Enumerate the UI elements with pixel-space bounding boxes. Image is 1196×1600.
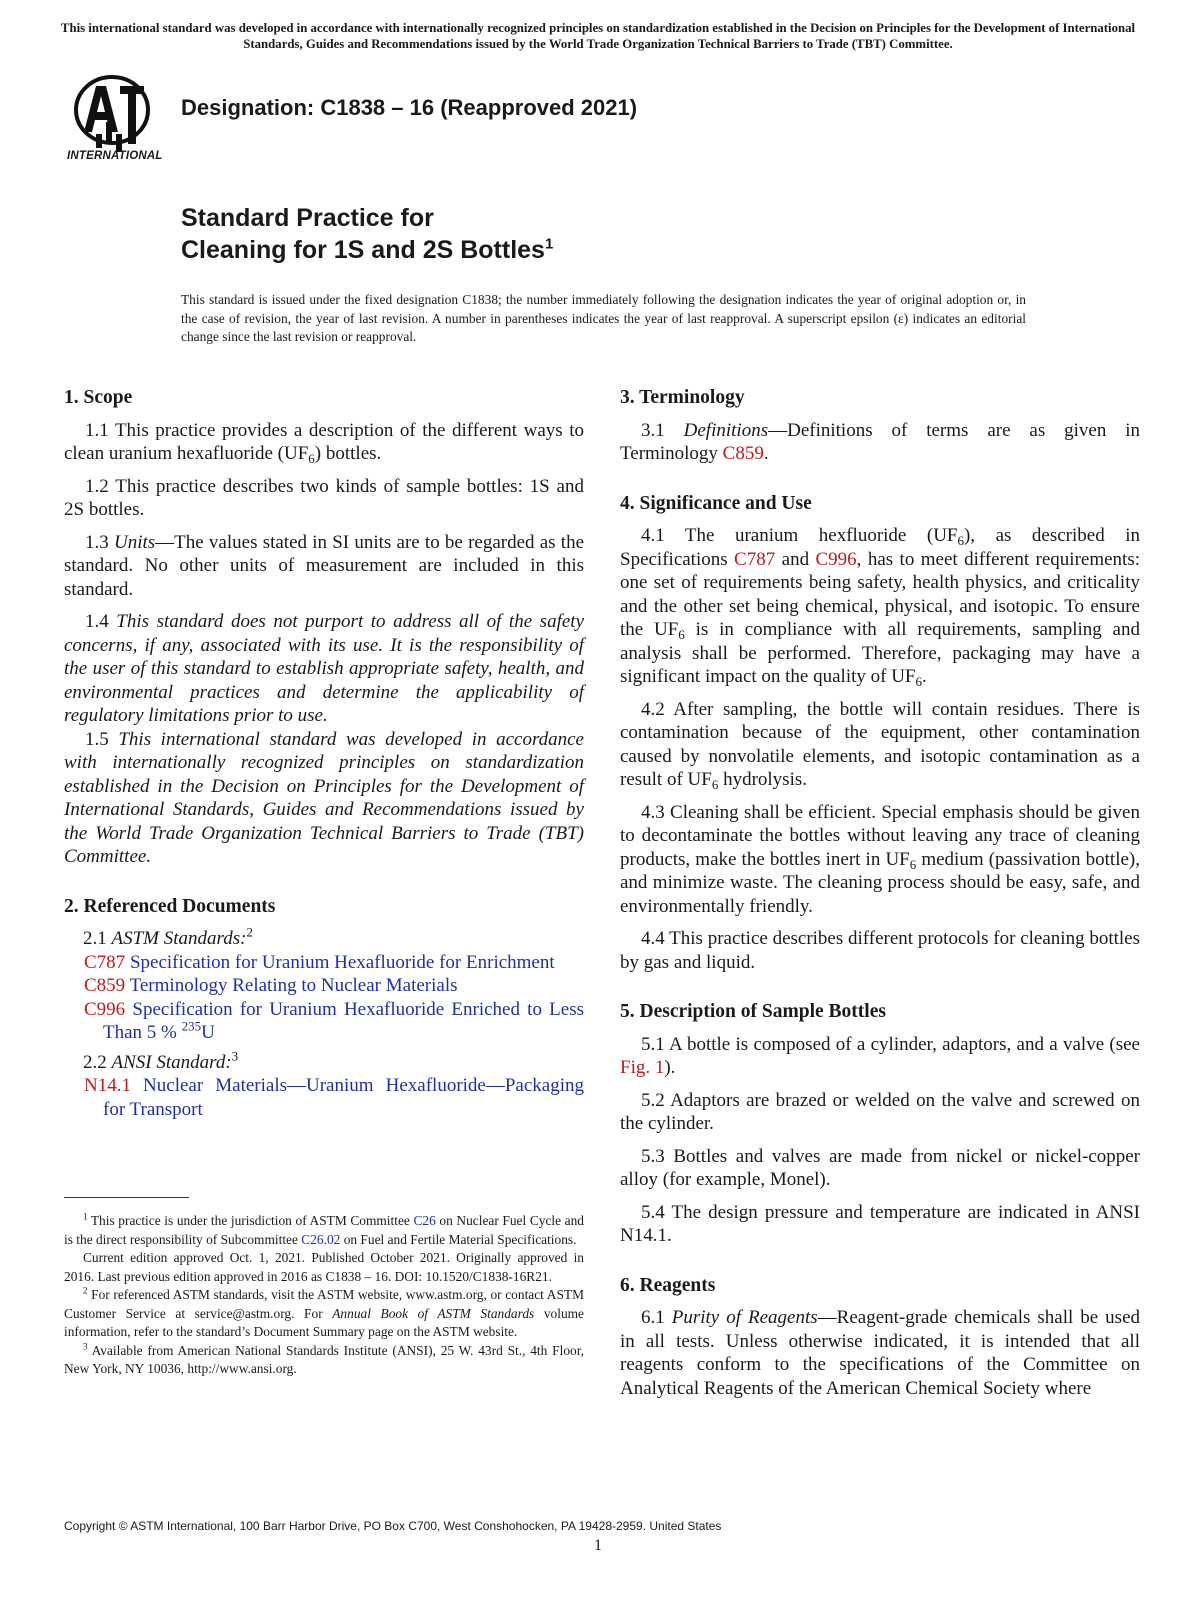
para-5-4: 5.4 The design pressure and temperature are indicated in ANSI N14.1. (620, 1201, 1140, 1246)
right-column (620, 386, 1140, 1409)
footnotes (64, 1212, 584, 1379)
astm-standards-label: 2.1 ASTM Standards:$^2$ (83, 924, 253, 949)
ref-c996-link[interactable]: C996 (815, 548, 857, 570)
para-3-1: 3.1 Definitions—Definitions of terms are as given in Terminology C859. (620, 419, 1141, 464)
ansi-standard-label: 2.2 ANSI Standard:$^3$ (83, 1048, 239, 1073)
ref-c859[interactable]: C859 Terminology Relating to Nuclear Materials (84, 975, 458, 996)
footnote-3: $^3$ Available from American National Standards Institute (ANSI), 25 W. 43rd St., 4th Floor, New York, NY 10036, http://www.ansi.org. (64, 1341, 584, 1376)
para-1-1: 1.1 This practice provides a description of the different ways to clean uranium hexafluoride $(UF_6)$ bottles. (64, 419, 584, 466)
ref-c996[interactable]: C996 Specification for Uranium Hexafluoride Enriched to Less Than 5 % $^{235}$U (84, 998, 584, 1043)
link-c26[interactable]: C26 (413, 1213, 436, 1228)
para-1-2: 1.2 This practice describes two kinds of sample bottles: 1S and 2S bottles. (64, 475, 584, 520)
wto-notice: This international standard was developed in accordance with internationally recognized principles on standardization established in the Decision on Principles for the Development of International Standards, Guides and Recommendations issued by the World Trade Organization Technical Barriers to Trade (TBT) Committee. (60, 21, 1136, 51)
section-bottles-heading: 5. Description of Sample Bottles (620, 1001, 886, 1022)
left-column (64, 386, 584, 1121)
issued-note: This standard is issued under the fixed designation C1838; the number immediately following the designation indicates the year of original adoption or, in the case of revision, the year of last revision. A number in parentheses indicates the year of last reapproval. A superscript epsilon (ε) indicates an editorial change since the last revision or reapproval. (181, 292, 1026, 344)
footnote-2: $^2$ For referenced ASTM standards, visit the ASTM website, www.astm.org, or contact ASTM Customer Service at service@astm.org. For Annual Book of ASTM Standards volume information, refer to the standard’s Document Summary page on the ASTM website. (64, 1285, 584, 1339)
para-4-4: 4.4 This practice describes different protocols for cleaning bottles by gas and liquid. (620, 928, 1140, 973)
ref-c787-code[interactable]: C787 (84, 951, 126, 973)
para-1-4: 1.4 This standard does not purport to address all of the safety concerns, if any, associated with its use. It is the responsibility of the user of this standard to establish appropriate safety, health, and environmental practices and determine the applicability of regulatory limitations prior to use. (64, 611, 584, 726)
ref-c859-code[interactable]: C859 (84, 975, 126, 996)
designation: Designation: C1838 – 16 (Reapproved 2021) (181, 95, 638, 120)
para-4-3: 4.3 Cleaning shall be efficient. Special emphasis should be given to decontaminate the bottles without leaving any trace of cleaning products, make the bottles inert in $UF_6$ medium (passivation bottle), and minimize waste. The cleaning process should be easy, safe, and environmentally friendly. (620, 801, 1140, 917)
ref-c787-link[interactable]: C787 (734, 548, 776, 570)
section-terminology-heading: 3. Terminology (620, 387, 745, 408)
footnote-divider (64, 1197, 189, 1198)
ref-c787[interactable]: C787 Specification for Uranium Hexafluoride for Enrichment (84, 951, 555, 973)
ref-c996-code[interactable]: C996 (84, 998, 126, 1020)
logo-wordmark: INTERNATIONAL (67, 150, 163, 162)
para-4-1: 4.1 The uranium hexfluoride $(UF_6)$, as described in Specifications C787 and C996, has to meet different requirements: one set of requirements being safety, health physics, and criticality and the other set being chemical, physical, and isotopic. To ensure the $UF_6$ is in compliance with all requirements, sampling and analysis shall be performed. Therefore, packaging may have a significant impact on the quality of $UF_6$. (620, 525, 1140, 689)
ref-fig1-link[interactable]: Fig. 1 (620, 1057, 665, 1078)
para-1-5: 1.5 This international standard was developed in accordance with internationally recognized principles on standardization established in the Decision on Principles for the Development of International Standards, Guides and Recommendations issued by the World Trade Organization Technical Barriers to Trade (TBT) Committee. (64, 728, 584, 867)
para-5-3: 5.3 Bottles and valves are made from nickel or nickel-copper alloy (for example, Monel). (620, 1145, 1140, 1190)
section-refdocs-heading: 2. Referenced Documents (64, 895, 276, 917)
para-6-1: 6.1 Purity of Reagents—Reagent-grade chemicals shall be used in all tests. Unless otherwise indicated, it is intended that all reagents conform to the specifications of the Committee on Analytical Reagents of the American Chemical Society where (620, 1307, 1140, 1399)
section-scope-heading: 1. Scope (64, 387, 133, 408)
page-title (181, 202, 553, 266)
ref-c859-link[interactable]: C859 (722, 443, 764, 464)
page-number: 1 (594, 1537, 602, 1554)
title-line2: Cleaning for 1S and 2S Bottles$^1$ (181, 235, 554, 264)
footnote-1-edition: Current edition approved Oct. 1, 2021. Published October 2021. Originally approved in 2016. Last previous edition approved in 2016 as C1838 – 16. DOI: 10.1520/C1838-16R21. (64, 1250, 584, 1284)
title-line1: Standard Practice for (181, 204, 434, 232)
section-reagents-heading: 6. Reagents (620, 1274, 716, 1296)
ref-n14-1-code[interactable]: N14.1 (84, 1075, 131, 1096)
para-1-3: 1.3 Units—The values stated in SI units are to be regarded as the standard. No other units of measurement are included in this standard. (64, 531, 585, 600)
para-5-2: 5.2 Adaptors are brazed or welded on the valve and screwed on the cylinder. (620, 1089, 1140, 1134)
para-5-1: 5.1 A bottle is composed of a cylinder, adaptors, and a valve (see Fig. 1). (620, 1033, 1140, 1078)
title-footnote-mark: 1 (544, 235, 554, 253)
link-c26-02[interactable]: C26.02 (301, 1231, 341, 1247)
ref-n14-1[interactable]: N14.1 Nuclear Materials—Uranium Hexafluoride—Packaging for Transport (84, 1075, 584, 1120)
footnote-1: $^1$ This practice is under the jurisdiction of ASTM Committee C26 on Nuclear Fuel Cycle and is the direct responsibility of Subcommittee C26.02 on Fuel and Fertile Material Specifications. (64, 1211, 584, 1247)
section-significance-heading: 4. Significance and Use (620, 492, 812, 514)
copyright: Copyright © ASTM International, 100 Barr Harbor Drive, PO Box C700, West Conshohocken, PA 19428-2959. United States (64, 1519, 722, 1533)
astm-logo (62, 72, 172, 168)
para-4-2: 4.2 After sampling, the bottle will contain residues. There is contamination because of the equipment, other contamination caused by nonvolatile elements, and isotopic contamination as a result of $UF_6$ hydrolysis. (620, 698, 1140, 792)
